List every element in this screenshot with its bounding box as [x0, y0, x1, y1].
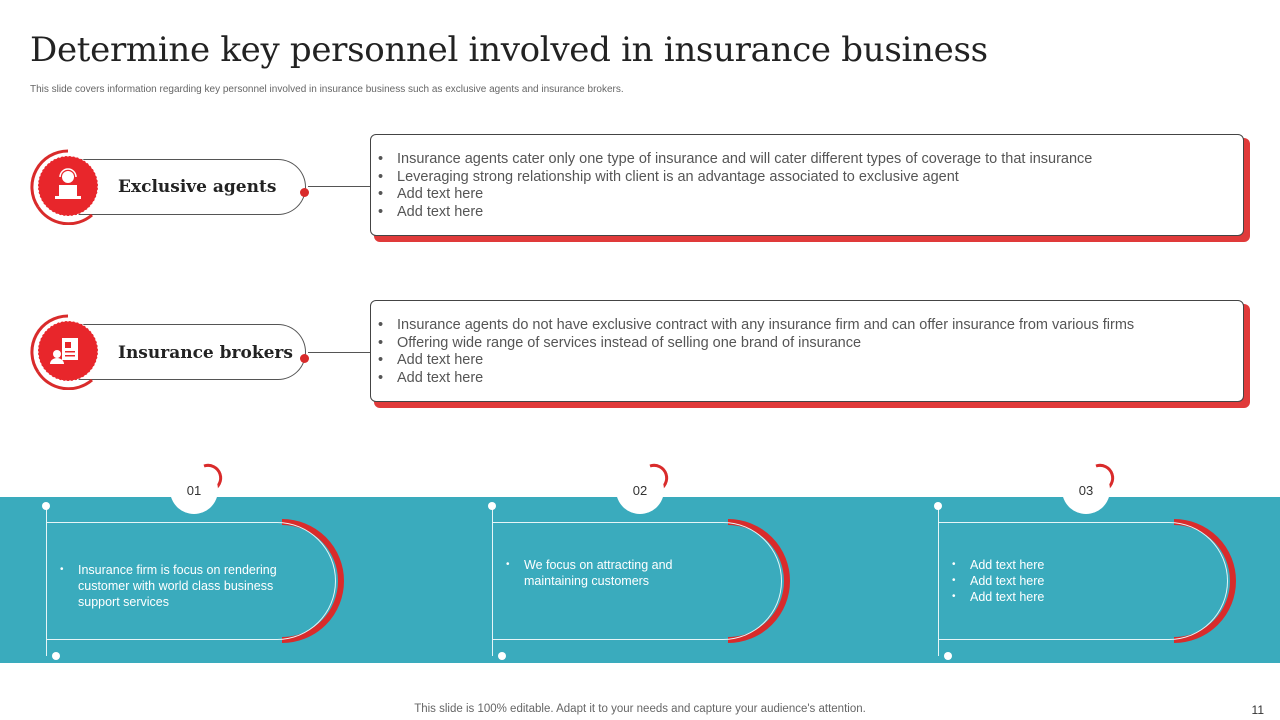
step-text — [970, 557, 1044, 605]
bullet-item: • Add text here — [397, 186, 1223, 204]
step-03 — [938, 460, 1248, 660]
step-text — [78, 562, 277, 610]
step-bullet-cont: maintaining customers — [524, 574, 650, 588]
broker-document-icon — [30, 314, 106, 390]
row-label: Insurance brokers — [118, 343, 293, 363]
row-label: Exclusive agents — [118, 177, 277, 197]
step-line — [492, 506, 493, 656]
step-text — [524, 557, 672, 589]
step-number: 02 — [616, 466, 664, 514]
bullet-item: • Insurance agents cater only one type of insurance and will cater different types of coverage to that insurance — [397, 151, 1223, 169]
connector-dot — [300, 188, 309, 197]
step-dot — [488, 502, 496, 510]
step-dot — [52, 652, 60, 660]
page-subtitle: This slide covers information regarding key personnel involved in insurance business such as exclusive agents and insurance brokers. — [30, 84, 624, 95]
step-bullet: • Insurance firm is focus on rendering — [78, 562, 277, 578]
connector-line — [308, 186, 372, 187]
page-number: 11 — [1251, 703, 1264, 717]
row-exclusive-agents — [0, 130, 1280, 250]
step-bullet: • Add text here — [970, 589, 1044, 605]
step-02 — [492, 460, 802, 660]
step-dot — [944, 652, 952, 660]
bullet-item: • Offering wide range of services instead of selling one brand of insurance — [397, 335, 1223, 353]
step-bullet: • Add text here — [970, 573, 1044, 589]
step-bullet-cont: customer with world class business — [78, 579, 274, 593]
bullet-item: • Add text here — [397, 370, 1223, 388]
connector-dot — [300, 354, 309, 363]
connector-line — [308, 352, 372, 353]
bullet-card — [370, 134, 1244, 236]
page-title: Determine key personnel involved in insurance business — [30, 30, 988, 70]
step-dot — [934, 502, 942, 510]
step-01 — [46, 460, 356, 660]
row-insurance-brokers — [0, 296, 1280, 416]
step-number: 01 — [170, 466, 218, 514]
bullet-item: • Leveraging strong relationship with client is an advantage associated to exclusive agent — [397, 169, 1223, 187]
step-dot — [498, 652, 506, 660]
step-bullet: • We focus on attracting and — [524, 557, 672, 573]
step-line — [46, 506, 47, 656]
agent-laptop-icon — [30, 149, 106, 225]
bullet-item: • Add text here — [397, 352, 1223, 370]
step-bullet-cont: support services — [78, 595, 170, 609]
bullet-item: • Insurance agents do not have exclusive contract with any insurance firm and can offer insurance from various firms — [397, 317, 1223, 335]
step-number: 03 — [1062, 466, 1110, 514]
footer-note: This slide is 100% editable. Adapt it to your needs and capture your audience's attention. — [414, 703, 866, 715]
bullet-card — [370, 300, 1244, 402]
step-dot — [42, 502, 50, 510]
bullet-item: • Add text here — [397, 204, 1223, 222]
step-line — [938, 506, 939, 656]
step-bullet: • Add text here — [970, 557, 1044, 573]
